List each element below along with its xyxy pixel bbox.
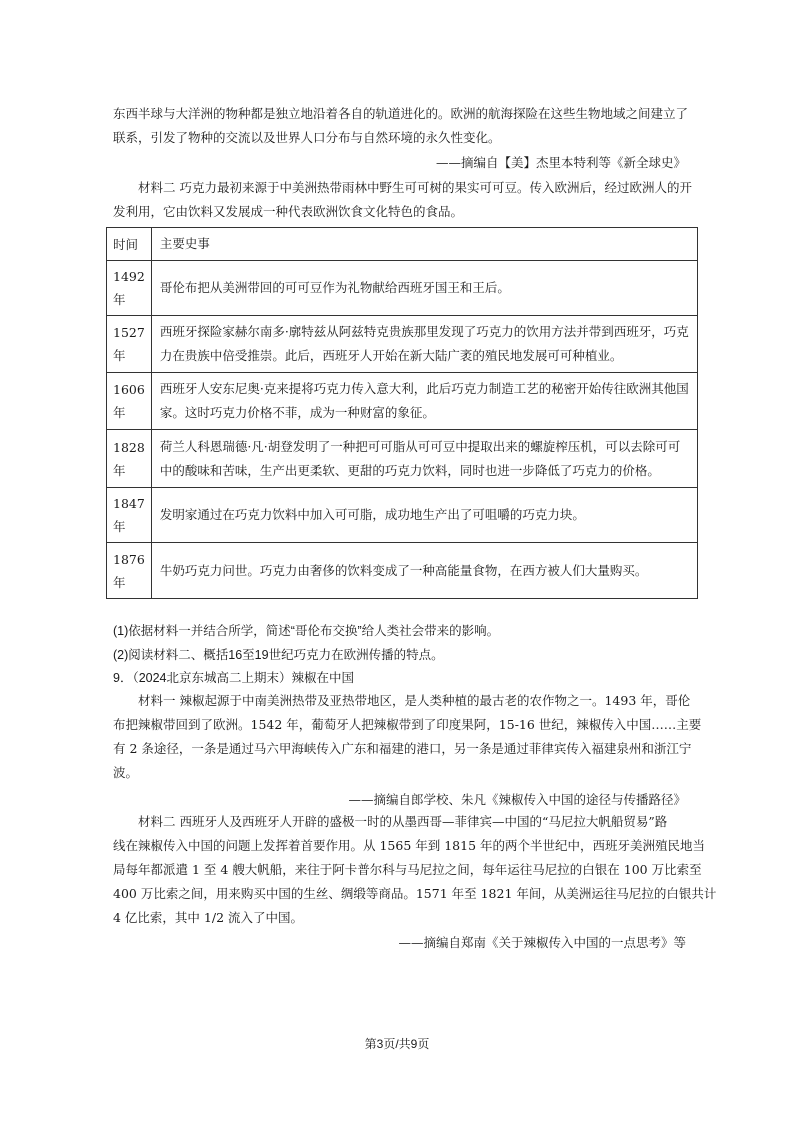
text-line: 材料二 西班牙人及西班牙人开辟的盛极一时的从墨西哥—菲律宾—中国的“马尼拉大帆船贸易”路 [138,814,668,829]
year-cell: 1492 年 [107,261,152,316]
question-2: (2)阅读材料二、概括16至19世纪巧克力在欧洲传播的特点。 [113,648,444,662]
event-cell: 西班牙人安东尼奥·克来提将巧克力传入意大利，此后巧克力制造工艺的秘密开始传往欧洲其他国 家。这时巧克力价格不菲，成为一种财富的象征。 [151,373,697,430]
table-row [107,543,698,599]
event-cell: 荷兰人科恩瑞德·凡·胡登发明了一种把可可脂从可可豆中提取出来的螺旋榨压机，可以去除可可 中的酸味和苦味，生产出更柔软、更甜的巧克力饮料，同时也进一步降低了巧克力的价格。 [151,430,697,488]
text-line: 材料二 巧克力最初来源于中美洲热带雨林中野生可可树的果实可可豆。传入欧洲后，经过欧洲人的开 [138,180,692,195]
text-line: 东西半球与大洋洲的物种都是独立地沿着各自的轨道进化的。欧洲的航海探险在这些生物地域之间建立了 [113,106,689,121]
material-two-paragraph [113,176,691,224]
q9-material-two-paragraph [113,810,717,930]
text-line: 发利用，它由饮料又发展成一种代表欧洲饮食文化特色的食品。 [113,204,464,219]
event-cell: 西班牙探险家赫尔南多·廓特兹从阿兹特克贵族那里发现了巧克力的饮用方法并带到西班牙，巧克 力在贵族中倍受推崇。此后，西班牙人开始在新大陆广袤的殖民地发展可可种植业。 [151,316,697,373]
intro-paragraph [113,102,691,150]
text-line: 4 亿比索，其中 1/2 流入了中国。 [113,910,303,925]
year-cell: 1828 年 [107,430,152,488]
event-cell: 牛奶巧克力问世。巧克力由奢侈的饮料变成了一种高能量食物，在西方被人们大量购买。 [151,543,697,599]
source-citation: ——摘编自郎学校、朱凡《辣椒传入中国的途径与传播路径》 [348,792,686,807]
event-cell: 发明家通过在巧克力饮料中加入可可脂，成功地生产出了可咀嚼的巧克力块。 [151,488,697,543]
text-line: 400 万比索之间，用来购买中国的生丝、绸缎等商品。1571 年至 1821 年间，从美洲运往马尼拉的白银共计 [113,886,717,901]
question-9-title: 9．（2024北京东城高二上期末）辣椒在中国 [113,671,355,685]
chocolate-history-table [106,227,698,599]
table-row [107,430,698,488]
year-cell: 1606 年 [107,373,152,430]
event-cell: 哥伦布把从美洲带回的可可豆作为礼物献给西班牙国王和王后。 [151,261,697,316]
year-cell: 1876 年 [107,543,152,599]
text-line: 材料一 辣椒起源于中南美洲热带及亚热带地区，是人类种植的最古老的农作物之一。1493 年，哥伦 [138,693,691,708]
source-citation: ——摘编自【美】杰里本特利等《新全球史》 [435,155,686,170]
source-citation: ——摘编自郑南《关于辣椒传入中国的一点思考》等 [398,935,686,950]
text-line: 联系，引发了物种的交流以及世界人口分布与自然环境的永久性变化。 [113,130,501,145]
page-number: 第3页/共9页 [364,1037,430,1051]
year-cell: 1847 年 [107,488,152,543]
table-row [107,316,698,373]
table-row [107,373,698,430]
text-line: 有 2 条途径，一条是通过马六甲海峡传入广东和福建的港口，另一条是通过菲律宾传入福建泉州和浙江宁 [113,741,692,756]
year-cell: 1527 年 [107,316,152,373]
text-line: 布把辣椒带回到了欧洲。1542 年，葡萄牙人把辣椒带到了印度果阿，15-16 世纪，辣椒传入中国……主要 [113,717,702,732]
q9-material-one-paragraph [113,689,702,785]
text-line: 波。 [113,765,139,780]
table-row [107,261,698,316]
table-row [107,488,698,543]
column-header-time: 时间 [107,228,152,261]
column-header-events: 主要史事 [151,228,697,261]
table-header-row [107,228,698,261]
question-1: (1)依据材料一并结合所学，简述“哥伦布交换”给人类社会带来的影响。 [113,624,500,638]
text-line: 局每年都派遣 1 至 4 艘大帆船，来往于阿卡普尔科与马尼拉之间，每年运往马尼拉的白银在 100 万比索至 [113,862,702,877]
text-line: 线在辣椒传入中国的问题上发挥着首要作用。从 1565 年到 1815 年的两个半世纪中，西班牙美洲殖民地当 [113,838,706,853]
